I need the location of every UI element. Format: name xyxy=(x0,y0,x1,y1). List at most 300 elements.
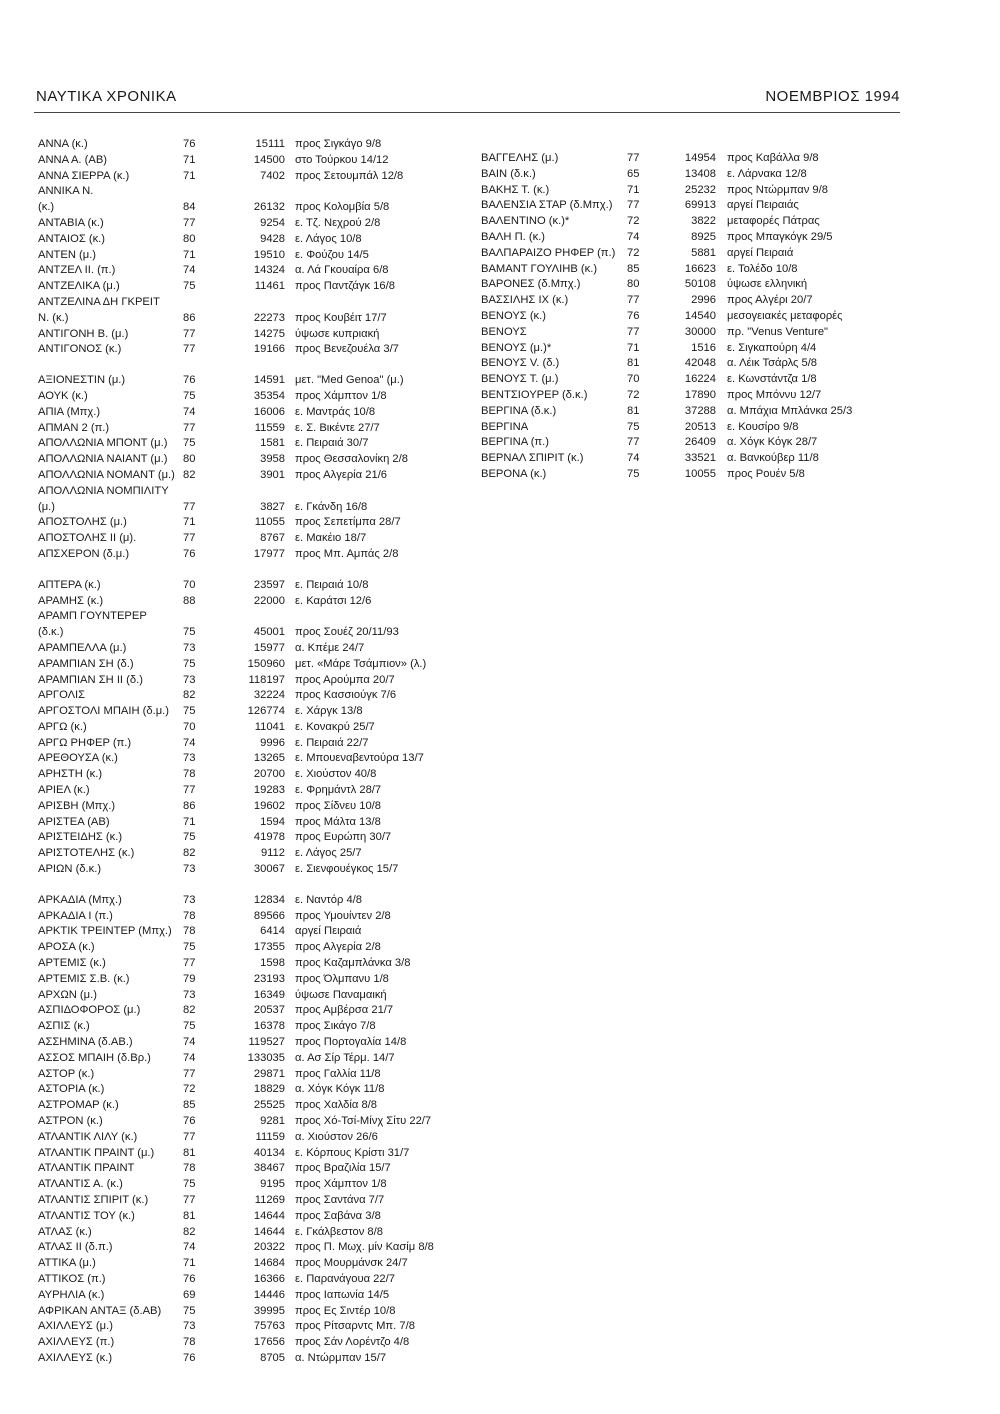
ship-row xyxy=(38,736,458,752)
build-year: 72 xyxy=(627,215,640,228)
build-year: 81 xyxy=(627,357,640,370)
ship-status: ε. Μπουεναβεντούρα 13/7 xyxy=(295,752,424,765)
ship-row xyxy=(38,1146,458,1162)
ship-row xyxy=(38,1067,458,1083)
ship-row xyxy=(38,815,458,831)
ship-status: ε. Κόρπους Κρίστι 31/7 xyxy=(295,1146,410,1159)
build-year: 73 xyxy=(183,988,196,1001)
ship-row xyxy=(481,293,901,309)
ship-name: ΑΝΤΙΓΟΝΗ Β. (μ.) xyxy=(38,327,129,340)
build-year: 71 xyxy=(627,183,640,196)
gross-tonnage: 42048 xyxy=(684,357,716,370)
ship-row xyxy=(38,279,458,295)
build-year: 76 xyxy=(183,1115,196,1128)
ship-name: ΑΤΛΑΣ (κ.) xyxy=(38,1225,92,1238)
ship-name: ΑΝΝΑ ΣΙΕΡΡΑ (κ.) xyxy=(38,169,130,182)
ship-row xyxy=(38,436,458,452)
ship-status: προς Χό-Τσί-Μίνχ Σίτυ 22/7 xyxy=(295,1115,432,1128)
ship-name: ΑΡΑΜΠ ΓΟΥΝΤΕΡΕΡ xyxy=(38,610,147,623)
build-year: 71 xyxy=(183,1257,196,1270)
ship-status: προς Αλγερία 2/8 xyxy=(295,941,381,954)
gross-tonnage: 19283 xyxy=(253,784,285,797)
ship-status: α. Χόγκ Κόγκ 11/8 xyxy=(295,1083,385,1096)
gross-tonnage: 23597 xyxy=(253,578,285,591)
ship-row xyxy=(38,295,458,311)
gross-tonnage: 1598 xyxy=(260,957,285,970)
ship-name: ΑΟΥΚ (κ.) xyxy=(38,389,88,402)
ship-row xyxy=(38,484,458,500)
ship-name: ΑΡΓΩ ΡΗΦΕΡ (π.) xyxy=(38,736,132,749)
gross-tonnage: 17355 xyxy=(253,941,285,954)
ship-name: ΑΞΙΟΝΕΣΤΙΝ (μ.) xyxy=(38,374,126,387)
ship-status: προς Αλγέρι 20/7 xyxy=(727,294,813,307)
ship-group xyxy=(481,151,901,483)
ship-name: ΒΑΙΝ (δ.κ.) xyxy=(481,167,536,180)
ship-status: ε. Κωνστάντζα 1/8 xyxy=(727,373,817,386)
ship-status: ε. Πειραιά 22/7 xyxy=(295,736,369,749)
build-year: 74 xyxy=(183,736,196,749)
ship-row xyxy=(38,515,458,531)
ship-row xyxy=(38,547,458,563)
ship-name: ΒΕΡΓΙΝΑ xyxy=(481,420,529,433)
build-year: 75 xyxy=(183,657,196,670)
ship-status: προς Σικάγο 7/8 xyxy=(295,1020,376,1033)
build-year: 78 xyxy=(183,1162,196,1175)
build-year: 75 xyxy=(183,831,196,844)
gross-tonnage: 37288 xyxy=(684,404,716,417)
build-year: 82 xyxy=(183,689,196,702)
gross-tonnage: 17977 xyxy=(253,547,285,560)
gross-tonnage: 14644 xyxy=(253,1225,285,1238)
ship-name: ΑΡΙΣΤΟΤΕΛΗΣ (κ.) xyxy=(38,847,135,860)
build-year: 80 xyxy=(183,232,196,245)
ship-status: προς Καβάλλα 9/8 xyxy=(727,152,819,164)
ship-name: ΒΕΡΓΙΝΑ (δ.κ.) xyxy=(481,404,557,417)
gross-tonnage: 3827 xyxy=(260,500,285,513)
ship-status: προς Σαβάνα 3/8 xyxy=(295,1209,381,1222)
gross-tonnage: 9428 xyxy=(260,232,285,245)
ship-status: προς Κολομβία 5/8 xyxy=(295,201,390,214)
ship-status: ε. Λάγος 10/8 xyxy=(295,232,362,245)
build-year: 75 xyxy=(183,437,196,450)
ship-row xyxy=(38,405,458,421)
ship-status: μετ. «Μάρε Τσάμπιον» (λ.) xyxy=(295,657,427,670)
build-year: 77 xyxy=(183,1067,196,1080)
ship-name: ΒΕΝΟΥΣ (κ.) xyxy=(481,309,546,322)
ship-row xyxy=(481,341,901,357)
ship-row xyxy=(38,216,458,232)
ship-name: ΑΡΓΟΣΤΟΛΙ ΜΠΑΙΗ (δ.μ.) xyxy=(38,705,170,718)
ship-name: ΒΑΛΗ Π. (κ.) xyxy=(481,230,546,243)
build-year: 77 xyxy=(627,199,640,212)
ship-name: ΑΠΟΣΤΟΛΗΣ ΙΙ (μ). xyxy=(38,532,137,545)
gross-tonnage: 26132 xyxy=(253,201,285,214)
ship-name: ΑΠΟΣΤΟΛΗΣ (μ.) xyxy=(38,516,127,529)
ship-row xyxy=(38,500,458,516)
gross-tonnage: 1594 xyxy=(260,815,285,828)
gross-tonnage: 15111 xyxy=(255,138,285,150)
ship-status: ε. Τζ. Νεχρού 2/8 xyxy=(295,216,381,229)
ship-row xyxy=(481,246,901,262)
ship-row xyxy=(481,214,901,230)
ship-status: προς Σεπετίμπα 28/7 xyxy=(295,516,401,529)
build-year: 77 xyxy=(627,325,640,338)
build-year: 81 xyxy=(627,404,640,417)
ship-status: προς Ευρώπη 30/7 xyxy=(295,831,392,844)
ship-row xyxy=(38,783,458,799)
ship-status: ε. Σ. Βικέντε 27/7 xyxy=(295,421,380,434)
ship-status: προς Ιαπωνία 14/5 xyxy=(295,1288,390,1301)
ship-name: ΒΑΛΕΝΣΙΑ ΣΤΑΡ (δ.Μπχ.) xyxy=(481,199,613,212)
ship-name: ΑΡΕΘΟΥΣΑ (κ.) xyxy=(38,752,118,765)
ship-name: ΑΡΙΣΒΗ (Μπχ.) xyxy=(38,799,116,812)
ship-status: προς Σαντάνα 7/7 xyxy=(295,1194,385,1206)
ship-name: ΑΧΙΛΛΕΥΣ (π.) xyxy=(38,1336,115,1349)
ship-row xyxy=(38,1130,458,1146)
ship-name: ΑΡΑΜΠΙΑΝ ΣΗ ΙΙ (δ.) xyxy=(38,673,143,686)
ship-status: ε. Γκάνδη 16/8 xyxy=(295,500,368,513)
ship-row xyxy=(481,198,901,214)
gross-tonnage: 8705 xyxy=(260,1351,285,1364)
ship-status: προς Γαλλία 11/8 xyxy=(295,1067,381,1080)
gross-tonnage: 1516 xyxy=(691,341,716,354)
ship-row xyxy=(38,1240,458,1256)
ship-name: ΒΑΚΗΣ Τ. (κ.) xyxy=(481,183,550,196)
gross-tonnage: 9281 xyxy=(260,1115,285,1128)
gross-tonnage: 14446 xyxy=(253,1288,285,1301)
ship-name: ΒΕΡΓΙΝΑ (π.) xyxy=(481,436,549,449)
gross-tonnage: 6414 xyxy=(260,925,285,938)
ship-status: προς Μουρμάνσκ 24/7 xyxy=(295,1257,408,1270)
build-year: 77 xyxy=(183,957,196,970)
ship-status: προς Παντζάγκ 16/8 xyxy=(295,280,395,293)
ship-name: (κ.) xyxy=(38,201,55,214)
ship-name: ΑΠΣΧΕΡΟΝ (δ.μ.) xyxy=(38,547,130,560)
build-year: 78 xyxy=(183,909,196,922)
ship-row xyxy=(38,169,458,185)
ship-name: ΑΤΛΑΣ ΙΙ (δ.π.) xyxy=(38,1241,113,1254)
build-year: 77 xyxy=(183,343,196,356)
ship-name: ΑΝΤΙΓΟΝΟΣ (κ.) xyxy=(38,343,122,356)
build-year: 82 xyxy=(183,1004,196,1017)
build-year: 76 xyxy=(183,1272,196,1285)
build-year: 86 xyxy=(183,311,196,324)
build-year: 72 xyxy=(183,1083,196,1096)
ship-status: μετ. "Med Genoa" (μ.) xyxy=(295,374,404,387)
gross-tonnage: 40134 xyxy=(253,1146,285,1159)
ship-status: ε. Λάρνακα 12/8 xyxy=(727,167,807,180)
ship-status: προς Αρούμπα 20/7 xyxy=(295,673,395,686)
ship-row xyxy=(38,1051,458,1067)
ship-name: ΑΡΙΩΝ (δ.κ.) xyxy=(38,863,102,876)
build-year: 75 xyxy=(627,420,640,433)
ship-status: ε. Γκάλβεστον 8/8 xyxy=(295,1225,383,1238)
ship-name: ΑΦΡΙΚΑΝ ΑΝΤΑΞ (δ.ΑΒ) xyxy=(38,1304,162,1317)
build-year: 84 xyxy=(183,201,196,214)
ship-row xyxy=(481,420,901,436)
ship-row xyxy=(38,263,458,279)
ship-status: προς Κουβέιτ 17/7 xyxy=(295,311,387,324)
ship-status: προς Π. Μωχ. μίν Κασίμ 8/8 xyxy=(295,1241,434,1254)
ship-row xyxy=(38,909,458,925)
build-year: 80 xyxy=(627,278,640,291)
build-year: 77 xyxy=(183,421,196,434)
build-year: 77 xyxy=(183,327,196,340)
ship-row xyxy=(38,1304,458,1320)
ship-row xyxy=(38,893,458,909)
gross-tonnage: 19602 xyxy=(253,799,285,812)
gross-tonnage: 13408 xyxy=(684,167,716,180)
publication-title: ΝΑΥΤΙΚΑ ΧΡΟΝΙΚΑ xyxy=(36,88,177,105)
gross-tonnage: 5881 xyxy=(691,246,716,259)
ship-name: ΑΡΙΣΤΕΑ (ΑΒ) xyxy=(38,815,110,828)
build-year: 78 xyxy=(183,768,196,781)
gross-tonnage: 16224 xyxy=(684,373,716,386)
ship-row xyxy=(38,988,458,1004)
ship-name: ΑΠΜΑΝ 2 (π.) xyxy=(38,421,110,434)
ship-status: α. Μπάχια Μπλάνκα 25/3 xyxy=(727,404,853,417)
build-year: 71 xyxy=(183,153,196,166)
ship-name: ΑΧΙΛΛΕΥΣ (κ.) xyxy=(38,1351,113,1364)
ship-name: ΑΡΚΑΔΙΑ Ι (π.) xyxy=(38,909,113,922)
build-year: 70 xyxy=(627,373,640,386)
build-year: 82 xyxy=(183,468,196,481)
gross-tonnage: 23193 xyxy=(253,972,285,985)
gross-tonnage: 20700 xyxy=(253,768,285,781)
ship-status: ε. Κονακρύ 25/7 xyxy=(295,720,375,733)
build-year: 75 xyxy=(183,1020,196,1033)
ship-row xyxy=(38,184,458,200)
ship-name: ΑΡΟΣΑ (κ.) xyxy=(38,941,95,954)
gross-tonnage: 9996 xyxy=(260,736,285,749)
gross-tonnage: 17890 xyxy=(684,388,716,401)
ship-status: προς Αμβέρσα 21/7 xyxy=(295,1004,394,1017)
ship-status: ε. Χάργκ 13/8 xyxy=(295,705,363,718)
ship-status: α. Κπέμε 24/7 xyxy=(295,641,365,654)
ship-name: (δ.κ.) xyxy=(38,626,64,639)
build-year: 77 xyxy=(627,294,640,307)
build-year: 71 xyxy=(183,516,196,529)
gross-tonnage: 133035 xyxy=(247,1051,285,1064)
ship-status: α. Χιούστον 26/6 xyxy=(295,1130,378,1143)
ship-row xyxy=(481,388,901,404)
gross-tonnage: 14275 xyxy=(253,327,285,340)
build-year: 85 xyxy=(183,1099,196,1112)
ship-status: αργεί Πειραιά xyxy=(727,246,794,259)
ship-row xyxy=(38,468,458,484)
ship-status: προς Μπαγκόγκ 29/5 xyxy=(727,230,833,243)
ship-row xyxy=(38,1256,458,1272)
ship-row xyxy=(38,421,458,437)
build-year: 77 xyxy=(183,784,196,797)
gross-tonnage: 35354 xyxy=(253,389,285,402)
ship-row xyxy=(38,609,458,625)
ship-row xyxy=(38,673,458,689)
ship-status: ε. Πειραιά 10/8 xyxy=(295,578,369,591)
ship-row xyxy=(38,1035,458,1051)
ship-status: προς Σετουμπάλ 12/8 xyxy=(295,169,404,182)
build-year: 73 xyxy=(183,673,196,686)
ship-name: ΒΕΝΤΣΙΟΥΡΕΡ (δ.κ.) xyxy=(481,388,588,401)
build-year: 73 xyxy=(183,1320,196,1333)
ship-name: ΒΑΣΣΙΛΗΣ ΙΧ (κ.) xyxy=(481,294,569,307)
ship-name: ΒΕΝΟΥΣ xyxy=(481,325,527,338)
ship-name: ΒΕΝΟΥΣ (μ.)* xyxy=(481,341,552,354)
ship-row xyxy=(38,531,458,547)
gross-tonnage: 3958 xyxy=(260,453,285,466)
ship-row xyxy=(38,862,458,878)
build-year: 74 xyxy=(627,452,640,465)
ship-status: προς Βενεζουέλα 3/7 xyxy=(295,343,399,356)
build-year: 82 xyxy=(183,1225,196,1238)
ship-row xyxy=(38,578,458,594)
ship-status: προς Σίδνευ 10/8 xyxy=(295,799,382,812)
ship-name: ΑΡΤΕΜΙΣ Σ.Β. (κ.) xyxy=(38,972,130,985)
ship-name: ΑΝΤΖΕΛΙΝΑ ΔΗ ΓΚΡΕΙΤ xyxy=(38,295,160,308)
build-year: 74 xyxy=(183,1241,196,1254)
ship-row xyxy=(38,342,458,358)
ship-status: ε. Σιγκαπούρη 4/4 xyxy=(727,341,817,354)
ship-name: ΒΑΓΓΕΛΗΣ (μ.) xyxy=(481,152,559,164)
build-year: 78 xyxy=(183,1336,196,1349)
ship-name: ΒΕΝΟΥΣ Τ. (μ.) xyxy=(481,373,559,386)
ship-status: ύψωσε ελληνική xyxy=(727,278,808,291)
ship-status: ε. Κουσίρο 9/8 xyxy=(727,420,799,433)
build-year: 88 xyxy=(183,594,196,607)
ship-row xyxy=(38,1209,458,1225)
build-year: 73 xyxy=(183,893,196,906)
ship-status: προς Θεσσαλονίκη 2/8 xyxy=(295,453,408,466)
ship-status: πρ. "Venus Venture" xyxy=(727,325,829,338)
build-year: 70 xyxy=(183,720,196,733)
build-year: 75 xyxy=(183,705,196,718)
build-year: 69 xyxy=(183,1288,196,1301)
gross-tonnage: 9112 xyxy=(260,847,285,860)
build-year: 74 xyxy=(183,1051,196,1064)
ship-name: ΑΣΠΙΣ (κ.) xyxy=(38,1020,90,1033)
gross-tonnage: 14644 xyxy=(253,1209,285,1222)
ship-name: ΑΧΙΛΛΕΥΣ (μ.) xyxy=(38,1320,113,1333)
ship-row xyxy=(38,1177,458,1193)
gross-tonnage: 29871 xyxy=(253,1067,285,1080)
ship-row xyxy=(38,1019,458,1035)
ship-row xyxy=(38,751,458,767)
ship-name: ΑΤΤΙΚΑ (μ.) xyxy=(38,1257,96,1270)
ship-row xyxy=(481,467,901,483)
ship-row xyxy=(481,262,901,278)
ship-row xyxy=(38,1082,458,1098)
ship-name: ΑΣΠΙΔΟΦΟΡΟΣ (μ.) xyxy=(38,1004,141,1017)
gross-tonnage: 20537 xyxy=(253,1004,285,1017)
ship-row xyxy=(38,830,458,846)
ship-name: ΑΡΓΟΛΙΣ xyxy=(38,689,86,702)
gross-tonnage: 11055 xyxy=(254,516,285,529)
gross-tonnage: 11269 xyxy=(254,1194,285,1206)
ship-status: προς Μπ. Αμπάς 2/8 xyxy=(295,547,399,560)
ship-name: ΑΝΤΖΕΛΙΚΑ (μ.) xyxy=(38,280,120,293)
build-year: 73 xyxy=(183,641,196,654)
ship-name: ΑΠΟΛΛΩΝΙΑ ΝΑΙΑΝΤ (μ.) xyxy=(38,453,168,466)
gross-tonnage: 10055 xyxy=(684,467,716,480)
gross-tonnage: 14954 xyxy=(684,152,716,164)
ship-row xyxy=(38,720,458,736)
build-year: 71 xyxy=(183,815,196,828)
gross-tonnage: 11041 xyxy=(254,720,285,733)
ship-group xyxy=(38,373,458,563)
ship-status: προς Ρίτσαρντς Μπ. 7/8 xyxy=(295,1320,415,1333)
gross-tonnage: 33521 xyxy=(684,452,716,465)
ship-row xyxy=(38,688,458,704)
ship-status: ε. Λάγος 25/7 xyxy=(295,847,362,860)
build-year: 72 xyxy=(627,246,640,259)
ship-name: ΑΣΣΗΜΙΝΑ (δ.ΑΒ.) xyxy=(38,1036,133,1049)
gross-tonnage: 30067 xyxy=(253,863,285,876)
gross-tonnage: 1581 xyxy=(260,437,285,450)
ship-status: προς Σιγκάγο 9/8 xyxy=(295,138,382,150)
ship-row xyxy=(38,137,458,153)
ship-row xyxy=(38,625,458,641)
gross-tonnage: 22273 xyxy=(253,311,285,324)
ship-status: προς Αλγερία 21/6 xyxy=(295,468,388,481)
ship-status: αργεί Πειραιάς xyxy=(727,199,799,212)
ship-row xyxy=(38,1335,458,1351)
gross-tonnage: 75763 xyxy=(253,1320,285,1333)
build-year: 71 xyxy=(627,341,640,354)
ship-name: ΑΡΤΕΜΙΣ (κ.) xyxy=(38,957,106,970)
gross-tonnage: 69913 xyxy=(684,199,716,212)
ship-status: α. Λά Γκουαίρα 6/8 xyxy=(295,264,389,277)
gross-tonnage: 38467 xyxy=(253,1162,285,1175)
build-year: 77 xyxy=(627,152,640,164)
build-year: 76 xyxy=(183,374,196,387)
gross-tonnage: 12834 xyxy=(253,893,285,906)
ship-status: μεταφορές Πάτρας xyxy=(727,215,820,228)
ship-name: ΑΡΙΕΛ (κ.) xyxy=(38,784,90,797)
build-year: 85 xyxy=(627,262,640,275)
build-year: 76 xyxy=(627,309,640,322)
gross-tonnage: 150960 xyxy=(247,657,285,670)
ship-row xyxy=(38,1003,458,1019)
gross-tonnage: 11159 xyxy=(255,1130,285,1143)
build-year: 73 xyxy=(183,752,196,765)
ship-row xyxy=(481,404,901,420)
ship-row xyxy=(38,452,458,468)
ship-row xyxy=(481,309,901,325)
gross-tonnage: 8925 xyxy=(691,230,716,243)
ship-name: (μ.) xyxy=(38,500,56,513)
ship-status: ε. Μαντράς 10/8 xyxy=(295,405,376,418)
ship-name: ΑΣΤΡΟΝ (κ.) xyxy=(38,1115,103,1128)
build-year: 76 xyxy=(183,138,196,150)
ship-status: α. Ντώρμπαν 15/7 xyxy=(295,1351,387,1364)
ship-name: ΑΣΣΟΣ ΜΠΑΙΗ (δ.Βρ.) xyxy=(38,1051,151,1064)
ship-status: προς Ες Σιντέρ 10/8 xyxy=(295,1304,396,1317)
build-year: 79 xyxy=(183,972,196,985)
ship-name: ΑΤΤΙΚΟΣ (π.) xyxy=(38,1272,106,1285)
ship-name: ΑΝΤΑΒΙΑ (κ.) xyxy=(38,216,104,229)
gross-tonnage: 14500 xyxy=(253,153,285,166)
gross-tonnage: 14540 xyxy=(684,309,716,322)
gross-tonnage: 30000 xyxy=(684,325,716,338)
ship-row xyxy=(481,167,901,183)
ship-row xyxy=(38,594,458,610)
ship-status: προς Χαλδία 8/8 xyxy=(295,1099,377,1112)
build-year: 75 xyxy=(183,1304,196,1317)
build-year: 76 xyxy=(183,547,196,560)
gross-tonnage: 89566 xyxy=(253,909,285,922)
ship-status: α. Βανκούβερ 11/8 xyxy=(727,452,819,465)
gross-tonnage: 11461 xyxy=(254,280,285,293)
